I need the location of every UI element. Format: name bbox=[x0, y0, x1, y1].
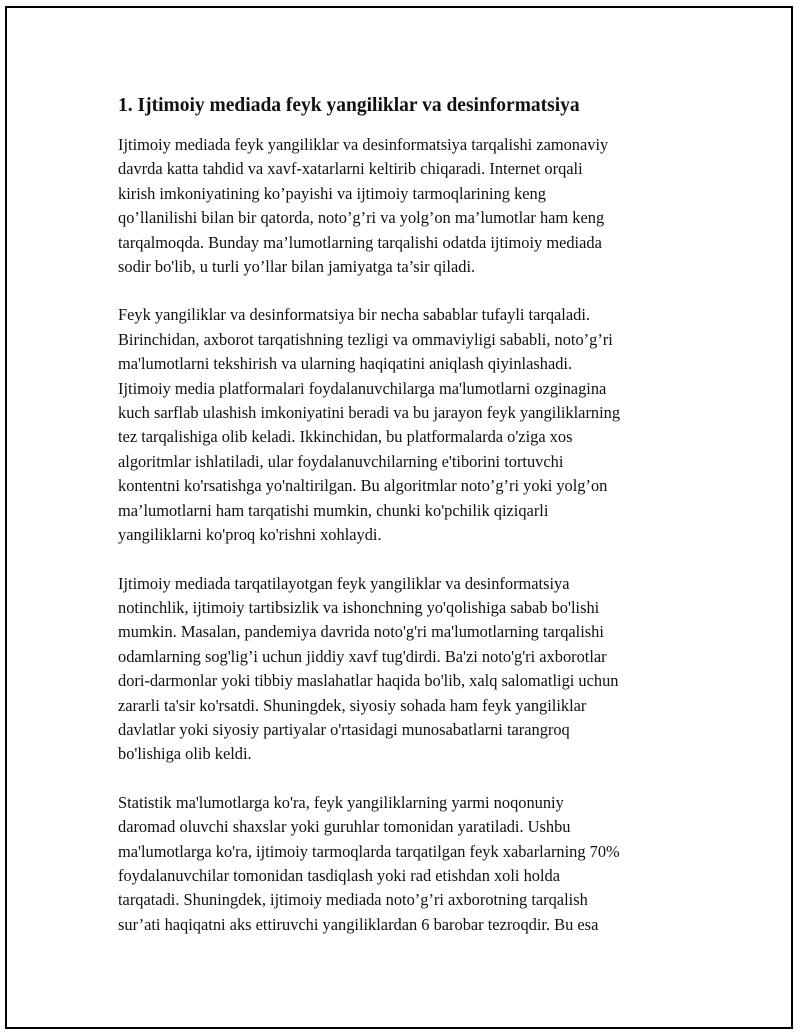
text-line: tarqatadi. Shuningdek, ijtimoiy mediada noto’g’ri axborotning tarqalish bbox=[118, 890, 588, 910]
text-line: qo’llanilishi bilan bir qatorda, noto’g’ri va yolg’on ma’lumotlar ham keng bbox=[118, 208, 605, 228]
text-line: mumkin. Masalan, pandemiya davrida noto'g'ri ma'lumotlarning tarqalishi bbox=[118, 622, 604, 642]
section-heading: 1. Ijtimoiy mediada feyk yangiliklar va desinformatsiya bbox=[118, 95, 580, 116]
text-line: davlatlar yoki siyosiy partiyalar o'rtasidagi munosabatlarni tarangroq bbox=[118, 719, 570, 739]
text-line: davrda katta tahdid va xavf-xatarlarni keltirib chiqaradi. Internet orqali bbox=[118, 159, 583, 179]
text-line: ma'lumotlarga ko'ra, ijtimoiy tarmoqlarda tarqatilgan feyk xabarlarning 70% bbox=[118, 841, 620, 861]
text-line: sodir bo'lib, u turli yo’llar bilan jamiyatga ta’sir qiladi. bbox=[118, 257, 476, 277]
text-line: odamlarning sog'lig’i uchun jiddiy xavf tug'dirdi. Ba'zi noto'g'ri axborotlar bbox=[118, 646, 607, 666]
document-body bbox=[118, 93, 688, 961]
text-line: dori-darmonlar yoki tibbiy maslahatlar haqida bo'lib, xalq salomatligi uchun bbox=[118, 671, 619, 691]
text-line: Statistik ma'lumotlarga ko'ra, feyk yangiliklarning yarmi noqonuniy bbox=[118, 792, 564, 812]
text-line: Ijtimoiy media platformalari foydalanuvchilarga ma'lumotlarni ozginagina bbox=[118, 378, 607, 398]
text-line: Birinchidan, axborot tarqatishning tezligi va ommaviyligi sababli, noto’g’ri bbox=[118, 329, 613, 349]
text-line: foydalanuvchilar tomonidan tasdiqlash yoki rad etishdan xoli holda bbox=[118, 865, 560, 885]
paragraph-4 bbox=[118, 791, 688, 937]
text-line: tarqalmoqda. Bunday ma’lumotlarning tarqalishi odatda ijtimoiy mediada bbox=[118, 232, 602, 252]
text-line: sur’ati haqiqatni aks ettiruvchi yangiliklardan 6 barobar tezroqdir. Bu esa bbox=[118, 914, 599, 934]
text-line: kirish imkoniyatining ko’payishi va ijtimoiy tarmoqlarining keng bbox=[118, 183, 546, 203]
text-line: zararli ta'sir ko'rsatdi. Shuningdek, siyosiy sohada ham feyk yangiliklar bbox=[118, 695, 587, 715]
text-line: Ijtimoiy mediada feyk yangiliklar va desinformatsiya tarqalishi zamonaviy bbox=[118, 135, 609, 154]
text-line: daromad oluvchi shaxslar yoki guruhlar tomonidan yaratiladi. Ushbu bbox=[118, 817, 571, 837]
paragraph-1 bbox=[118, 133, 688, 279]
text-line: yangiliklarni ko'proq ko'rishni xohlaydi. bbox=[118, 525, 382, 545]
text-line: algoritmlar ishlatiladi, ular foydalanuvchilarning e'tiborini tortuvchi bbox=[118, 451, 564, 471]
paragraph-3 bbox=[118, 572, 688, 767]
text-line: kuch sarflab ulashish imkoniyatini beradi va bu jarayon feyk yangiliklarning bbox=[118, 403, 621, 423]
text-line: tez tarqalishiga olib keladi. Ikkinchidan, bu platformalarda o'ziga xos bbox=[118, 427, 573, 447]
text-line: Ijtimoiy mediada tarqatilayotgan feyk yangiliklar va desinformatsiya bbox=[118, 573, 570, 593]
text-line: ma'lumotlarni tekshirish va ularning haqiqatini aniqlash qiyinlashadi. bbox=[118, 354, 573, 374]
text-line: notinchlik, ijtimoiy tartibsizlik va ishonchning yo'qolishiga sabab bo'lishi bbox=[118, 597, 600, 617]
text-line: ma’lumotlarni ham tarqatishi mumkin, chunki ko'pchilik qiziqarli bbox=[118, 500, 549, 520]
text-line: kontentni ko'rsatishga yo'naltirilgan. Bu algoritmlar noto’g’ri yoki yolg’on bbox=[118, 476, 608, 496]
paragraph-2 bbox=[118, 303, 688, 547]
text-line: Feyk yangiliklar va desinformatsiya bir necha sabablar tufayli tarqaladi. bbox=[118, 305, 590, 325]
text-line: bo'lishiga olib keldi. bbox=[118, 744, 252, 764]
